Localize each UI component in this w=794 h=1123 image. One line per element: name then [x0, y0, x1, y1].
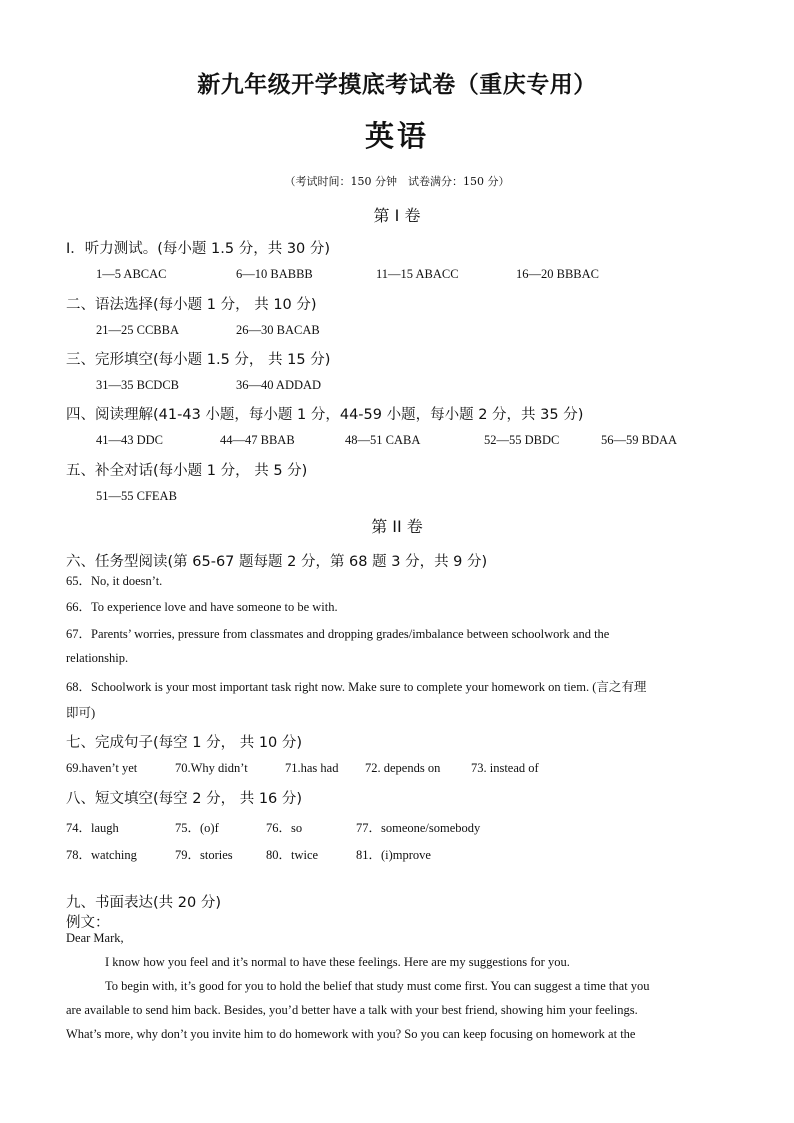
answer-group: 41—43 DDC — [96, 433, 164, 447]
answer-group: 48—51 CABA — [345, 433, 421, 447]
answer-group: 75．(o)f — [175, 821, 219, 835]
answer-65: 65．No, it doesn’t. — [66, 574, 163, 588]
answer-group: 16—20 BBBAC — [516, 267, 600, 281]
letter-paragraph-2-line-1: To begin with, it’s good for you to hold the belief that study must come first. You can suggest a time that you — [105, 979, 650, 993]
letter-paragraph-2-line-3: What’s more, why don’t you invite him to do homework with you? So you can keep focusing on homework at the — [66, 1027, 636, 1041]
answer-group: 44—47 BBAB — [220, 433, 295, 447]
subject-heading: 英语 — [364, 119, 429, 153]
answer-group: 81．(i)mprove — [356, 848, 431, 862]
answer-group: 26—30 BACAB — [236, 323, 320, 337]
answer-group: 79．stories — [175, 848, 233, 862]
section-9-title: 九、书面表达(共 20 分) — [66, 895, 221, 911]
volume-1-label: 第 I 卷 — [373, 206, 421, 225]
answer-group: 78．watching — [66, 848, 137, 862]
answer-group: 77．someone/somebody — [356, 821, 481, 835]
exam-info: （考试时间：150 分钟 试卷满分：150 分） — [284, 175, 510, 188]
answer-group: 6—10 BABBB — [236, 267, 313, 281]
sample-label: 例文： — [66, 915, 110, 931]
page-title: 新九年级开学摸底考试卷（重庆专用） — [197, 72, 597, 98]
section-8-title: 八、短文填空(每空 2 分， 共 16 分) — [66, 791, 303, 807]
answer-group: 11—15 ABACC — [376, 267, 459, 281]
answer-68-line-1: 68．Schoolwork is your most important task right now. Make sure to complete your homework on tiem. (言之有理 — [66, 680, 647, 694]
answer-67-line-1: 67．Parents’ worries, pressure from classmates and dropping grades/imbalance between schoolwork and the — [66, 627, 610, 641]
answer-group: 36—40 ADDAD — [236, 378, 322, 392]
section-7-title: 七、完成句子(每空 1 分， 共 10 分) — [66, 735, 303, 751]
letter-paragraph-1: I know how you feel and it’s normal to have these feelings. Here are my suggestions for you. — [105, 955, 570, 969]
answer-group: 76．so — [266, 821, 303, 835]
section-4-title: 四、阅读理解(41-43 小题，每小题 1 分，44-59 小题，每小题 2 分，共 35 分) — [66, 407, 584, 423]
answer-group: 1—5 ABCAC — [96, 267, 167, 281]
section-5-title: 五、补全对话(每小题 1 分， 共 5 分) — [66, 463, 308, 479]
answer-group: 74．laugh — [66, 821, 119, 835]
answer-group: 56—59 BDAA — [601, 433, 678, 447]
answer-group: 70.Why didn’t — [175, 761, 248, 775]
answer-67-line-2: relationship. — [66, 651, 129, 665]
volume-2-label: 第 II 卷 — [371, 517, 423, 536]
answer-group: 80．twice — [266, 848, 319, 862]
answer-group: 31—35 BCDCB — [96, 378, 180, 392]
answer-68-line-2: 即可) — [66, 706, 96, 720]
section-6-title: 六、任务型阅读(第 65-67 题每题 2 分，第 68 题 3 分，共 9 分) — [66, 554, 488, 570]
answer-group: 73. instead of — [471, 761, 539, 775]
letter-greeting: Dear Mark, — [66, 931, 124, 945]
answer-group: 69.haven’t yet — [66, 761, 138, 775]
answer-66: 66．To experience love and have someone to be with. — [66, 600, 338, 614]
letter-paragraph-2-line-2: are available to send him back. Besides, you’d better have a talk with your best friend, showing him your feelings. — [66, 1003, 638, 1017]
answer-group: 51—55 CFEAB — [96, 489, 177, 503]
answer-group: 72. depends on — [365, 761, 441, 775]
section-3-title: 三、完形填空(每小题 1.5 分， 共 15 分) — [66, 352, 331, 368]
answer-group: 21—25 CCBBA — [96, 323, 180, 337]
answer-group: 52—55 DBDC — [484, 433, 560, 447]
answer-group: 71.has had — [285, 761, 339, 775]
section-2-title: 二、语法选择(每小题 1 分， 共 10 分) — [66, 297, 317, 313]
section-1-title: Ⅰ．听力测试。(每小题 1.5 分，共 30 分) — [66, 241, 331, 257]
